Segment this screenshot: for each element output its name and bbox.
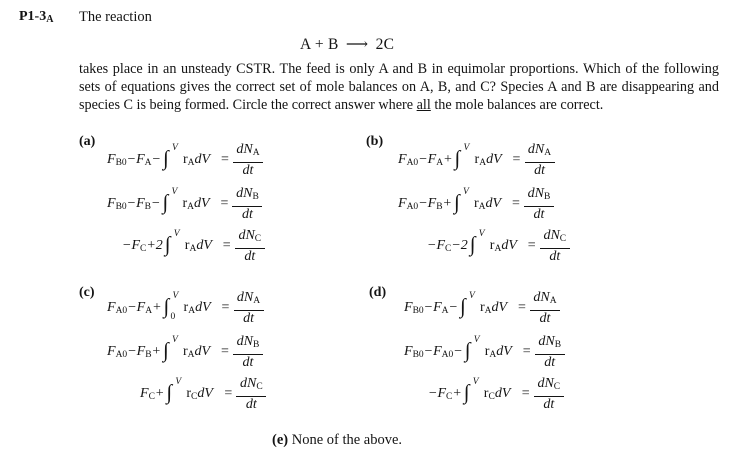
rate-term: $r_CdV$ bbox=[483, 386, 511, 402]
derivative-fraction: $dN_C$ dt bbox=[235, 228, 265, 265]
integral-sign: ∫ V bbox=[166, 377, 182, 404]
option-a-label: (a) bbox=[79, 134, 96, 149]
reaction-arrow: ⟶ bbox=[345, 36, 369, 53]
derivative-fraction: $dN_C$ dt bbox=[534, 376, 564, 413]
intro-text: The reaction bbox=[79, 9, 152, 25]
equals-sign: = bbox=[517, 300, 526, 315]
integral-sign: ∫ V bbox=[453, 187, 469, 214]
rate-term: $r_AdV$ bbox=[484, 344, 512, 360]
derivative-fraction: $dN_B$ dt bbox=[232, 186, 262, 223]
rate-term: $r_AdV$ bbox=[479, 300, 508, 316]
rate-term: $r_AdV$ bbox=[182, 196, 210, 212]
integral-sign: ∫ V bbox=[164, 229, 180, 256]
equals-sign: = bbox=[220, 344, 229, 359]
rate-term: $r_AdV$ bbox=[182, 344, 211, 360]
integral-sign: ∫ V 0 bbox=[163, 291, 179, 322]
integral-sign: ∫ V bbox=[454, 143, 470, 170]
integral-sign: ∫ V bbox=[162, 187, 178, 214]
equals-sign: = bbox=[224, 386, 233, 401]
integral-sign: ∫ V bbox=[464, 335, 480, 362]
equals-sign: = bbox=[220, 152, 229, 167]
option-b-label: (b) bbox=[366, 134, 384, 149]
problem-label: $P1-3_A$ bbox=[19, 9, 54, 25]
rate-term: $r_AdV$ bbox=[184, 238, 212, 254]
derivative-fraction: $dN_B$ dt bbox=[535, 334, 565, 371]
rate-term: $r_AdV$ bbox=[474, 152, 502, 168]
reaction-equation: A + B ⟶ 2C bbox=[300, 36, 395, 53]
derivative-fraction: $dN_B$ dt bbox=[524, 186, 554, 223]
equals-sign: = bbox=[527, 238, 536, 253]
option-c-label: (c) bbox=[79, 285, 95, 300]
integral-sign: ∫ V bbox=[469, 229, 485, 256]
equals-sign: = bbox=[512, 152, 521, 167]
derivative-fraction: $dN_A$ dt bbox=[525, 142, 555, 179]
rate-term: $r_AdV$ bbox=[182, 152, 211, 168]
integral-sign: ∫ V bbox=[459, 291, 475, 318]
integral-sign: ∫ V bbox=[162, 143, 178, 170]
derivative-fraction: $dN_C$ dt bbox=[236, 376, 266, 413]
derivative-fraction: $dN_A$ dt bbox=[530, 290, 560, 327]
equals-sign: = bbox=[221, 300, 230, 315]
option-d-label: (d) bbox=[369, 285, 387, 300]
derivative-fraction: $dN_A$ dt bbox=[234, 290, 264, 327]
integral-sign: ∫ V bbox=[162, 335, 178, 362]
rate-term: $r_AdV$ bbox=[489, 238, 517, 254]
equals-sign: = bbox=[220, 196, 229, 211]
equals-sign: = bbox=[511, 196, 520, 211]
derivative-fraction: $dN_B$ dt bbox=[233, 334, 263, 371]
rate-term: $r_CdV$ bbox=[186, 386, 213, 402]
equals-sign: = bbox=[522, 344, 531, 359]
rate-term: $r_AdV$ bbox=[183, 300, 211, 316]
equals-sign: = bbox=[222, 238, 231, 253]
rate-term: $r_AdV$ bbox=[473, 196, 502, 212]
option-e: (e) None of the above. bbox=[272, 432, 403, 448]
derivative-fraction: $dN_A$ dt bbox=[233, 142, 263, 179]
problem-statement: takes place in an unsteady CSTR. The feed is only A and B in equimolar proportions. Which of the following sets of equations gives the correct set of mole balances on A, B, and C? Species A and B are disappearing and species C is being formed. Circle the correct answer where all the mole balances are correct. bbox=[79, 61, 719, 114]
equals-sign: = bbox=[521, 386, 530, 401]
derivative-fraction: $dN_C$ dt bbox=[540, 228, 570, 265]
integral-sign: ∫ V bbox=[463, 377, 479, 404]
